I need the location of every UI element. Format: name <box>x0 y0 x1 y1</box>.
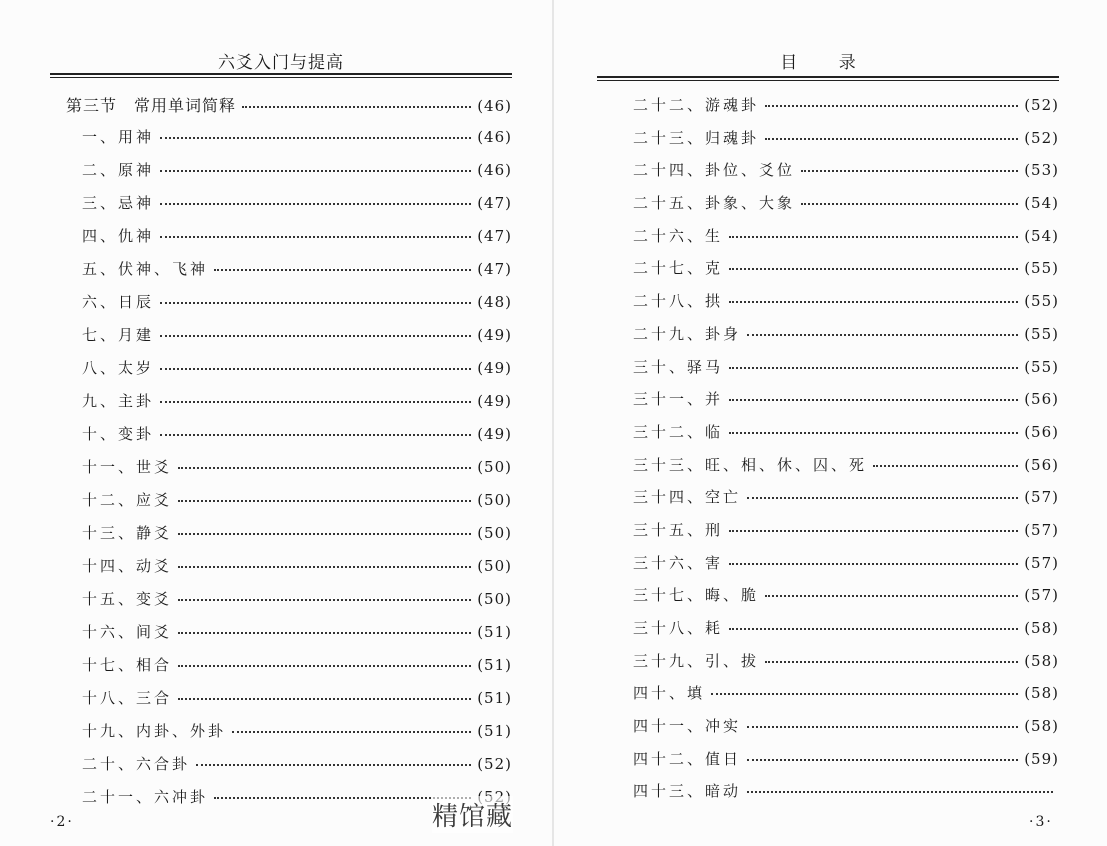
dot-leader <box>711 692 1018 695</box>
toc-entry <box>633 356 1059 389</box>
toc-entry <box>633 127 1059 160</box>
toc-entry-title: 二十二、游魂卦 <box>633 96 760 114</box>
toc-entry-page: (55) <box>1024 324 1059 343</box>
running-head: 目 录 <box>780 53 874 73</box>
toc-entry-page: (47) <box>477 227 512 245</box>
toc-entry-title: 五、伏神、飞神 <box>82 260 209 278</box>
toc-entry-page: (55) <box>1024 259 1059 278</box>
toc-entry-page: (57) <box>1024 586 1059 605</box>
dot-leader <box>178 532 471 535</box>
toc-entry-page: (54) <box>1024 194 1059 213</box>
dot-leader <box>747 758 1018 761</box>
dot-leader <box>160 202 471 205</box>
toc-entry-page: (46) <box>477 161 512 179</box>
toc-entry-page: (57) <box>1024 553 1059 572</box>
dot-leader <box>801 169 1018 172</box>
toc-entry-title: 二十七、克 <box>633 259 724 278</box>
toc-entry-page: (49) <box>477 392 512 410</box>
toc-entry-page: (46) <box>477 97 512 115</box>
toc-entry <box>66 621 512 654</box>
toc-entry-title: 二十六、生 <box>633 226 724 245</box>
dot-leader <box>801 202 1018 205</box>
toc-entry-page: (50) <box>477 590 512 608</box>
toc-entry-page: (59) <box>1024 749 1059 768</box>
toc-entry-title: 二十五、卦象、大象 <box>633 194 796 213</box>
dot-leader <box>160 136 471 139</box>
toc-entry-page: (50) <box>477 557 512 575</box>
toc-entry-title: 三十二、临 <box>633 422 724 441</box>
toc-entry-title: 四十一、冲实 <box>633 717 742 736</box>
toc-entry-title: 十五、变爻 <box>82 590 173 608</box>
toc-entry-title: 三十八、耗 <box>633 619 724 637</box>
dot-leader <box>729 562 1018 565</box>
running-head: 六爻入门与提高 <box>218 53 344 73</box>
toc-entry-title: 三十七、晦、脆 <box>633 586 760 605</box>
toc-entry-page: (56) <box>1024 422 1059 441</box>
toc-entry-title: 七、月建 <box>82 326 155 344</box>
toc-entry-page: (48) <box>477 293 512 311</box>
toc-entry <box>66 390 512 423</box>
toc-entry-title: 二十一、六冲卦 <box>82 788 209 806</box>
toc-entry <box>633 715 1059 748</box>
toc-entry <box>633 290 1059 323</box>
toc-entry-title: 二十九、卦身 <box>633 324 742 343</box>
toc-entry <box>633 617 1059 650</box>
dot-leader <box>178 664 471 667</box>
toc-entry-page: (50) <box>477 458 512 476</box>
dot-leader <box>214 268 471 271</box>
dot-leader <box>232 730 471 733</box>
toc-entry <box>633 486 1059 519</box>
toc-entry-title: 第三节 常用单词简释 <box>66 96 237 115</box>
toc-entry-page: (46) <box>477 128 512 146</box>
dot-leader <box>729 431 1018 434</box>
dot-leader <box>160 235 471 238</box>
toc-entry-title: 四、仇神 <box>82 227 155 245</box>
toc-entry-title: 三十九、引、拔 <box>633 651 760 670</box>
dot-leader <box>160 334 471 337</box>
header-rule-thin <box>50 77 512 78</box>
header-rule <box>597 76 1059 78</box>
dot-leader <box>196 763 471 766</box>
toc-entry-title: 十三、静爻 <box>82 524 173 542</box>
toc-entry-title: 六、日辰 <box>82 293 155 311</box>
toc-entry <box>633 519 1059 552</box>
toc-entry-title: 十九、内卦、外卦 <box>82 722 227 740</box>
toc-entry-title: 三十一、并 <box>633 390 724 409</box>
toc-entry-page: (58) <box>1024 619 1059 637</box>
left-page <box>0 0 553 846</box>
toc-entry <box>66 654 512 687</box>
toc-entry-title: 三十、驿马 <box>633 357 724 376</box>
dot-leader <box>160 301 471 304</box>
toc-entry-page: (49) <box>477 359 512 377</box>
toc-entry <box>66 192 512 225</box>
dot-leader <box>160 433 471 436</box>
toc-entry <box>66 522 512 555</box>
toc-entry-page: (49) <box>477 425 512 443</box>
dot-leader <box>747 496 1018 499</box>
dot-leader <box>729 235 1018 238</box>
toc-entry-title: 十六、间爻 <box>82 623 173 641</box>
dot-leader <box>729 267 1018 270</box>
page-number: ·2· <box>50 814 74 830</box>
toc-entry <box>66 687 512 720</box>
dot-leader <box>178 697 471 700</box>
toc-entry <box>633 584 1059 617</box>
toc-entry-title: 三十五、刑 <box>633 520 724 539</box>
toc-entry <box>66 588 512 621</box>
dot-leader <box>178 499 471 502</box>
toc-entry <box>66 720 512 753</box>
toc-entry-page: (50) <box>477 491 512 509</box>
dot-leader <box>729 627 1018 630</box>
dot-leader <box>765 594 1018 597</box>
toc-entry <box>66 489 512 522</box>
toc-entry-title: 四十二、值日 <box>633 749 742 768</box>
toc-entry-page: (51) <box>477 689 512 707</box>
dot-leader <box>729 529 1018 532</box>
toc-entry <box>633 748 1059 781</box>
toc-entry-page: (54) <box>1024 226 1059 245</box>
toc-entry <box>66 258 512 291</box>
toc-entry <box>633 682 1059 715</box>
toc-entry <box>66 753 512 786</box>
dot-leader <box>178 565 471 568</box>
toc-entry <box>633 552 1059 585</box>
toc-entry-title: 八、太岁 <box>82 359 155 377</box>
toc-entry-title: 三十六、害 <box>633 553 724 572</box>
dot-leader <box>729 366 1018 369</box>
header-rule <box>50 73 512 75</box>
toc-entry-page: (49) <box>477 326 512 344</box>
toc-entry <box>66 126 512 159</box>
watermark: 精馆藏 <box>432 796 513 833</box>
toc-entry-page: (50) <box>477 524 512 542</box>
toc-entry <box>66 324 512 357</box>
toc-entry-page: (53) <box>1024 161 1059 180</box>
dot-leader <box>729 300 1018 303</box>
toc-entry-title: 一、用神 <box>82 128 155 146</box>
toc-entry-title: 十二、应爻 <box>82 491 173 509</box>
toc-entry <box>66 93 512 126</box>
toc-entry-title: 二十八、拱 <box>633 292 724 311</box>
toc-entry-title: 四十三、暗动 <box>633 782 742 801</box>
dot-leader <box>242 105 471 108</box>
toc-entry-page: (56) <box>1024 390 1059 409</box>
toc-entry-page: (52) <box>477 755 512 773</box>
toc-entry <box>633 780 1059 813</box>
toc-list <box>633 94 1059 813</box>
toc-entry-title: 三、忌神 <box>82 194 155 212</box>
dot-leader <box>873 464 1018 467</box>
toc-entry <box>633 94 1059 127</box>
toc-entry-page: (58) <box>1024 717 1059 736</box>
toc-entry <box>633 192 1059 225</box>
dot-leader <box>160 169 471 172</box>
toc-entry-title: 二十四、卦位、爻位 <box>633 161 796 180</box>
dot-leader <box>160 367 471 370</box>
toc-entry <box>66 357 512 390</box>
toc-entry <box>633 388 1059 421</box>
dot-leader <box>178 631 471 634</box>
toc-entry-title: 二、原神 <box>82 161 155 179</box>
dot-leader <box>178 598 471 601</box>
toc-entry <box>66 423 512 456</box>
toc-entry-title: 三十三、旺、相、休、囚、死 <box>633 455 868 474</box>
right-page <box>553 0 1107 846</box>
toc-entry-page: (58) <box>1024 684 1059 703</box>
toc-entry <box>66 225 512 258</box>
toc-entry-title: 十七、相合 <box>82 656 173 674</box>
toc-entry <box>633 323 1059 356</box>
toc-entry <box>633 650 1059 683</box>
toc-entry-title: 四十、填 <box>633 684 706 703</box>
toc-entry <box>66 159 512 192</box>
toc-entry-title: 十四、动爻 <box>82 557 173 575</box>
toc-entry-page: (52) <box>1024 96 1059 114</box>
dot-leader <box>765 137 1018 140</box>
dot-leader <box>765 104 1018 107</box>
toc-entry-page: (51) <box>477 722 512 740</box>
header-rule-thin <box>597 80 1059 81</box>
toc-entry <box>633 159 1059 192</box>
dot-leader <box>747 725 1018 728</box>
toc-entry-title: 二十三、归魂卦 <box>633 128 760 147</box>
dot-leader <box>160 400 471 403</box>
toc-entry-page: (47) <box>477 260 512 278</box>
toc-entry-page: (55) <box>1024 357 1059 376</box>
dot-leader <box>765 660 1018 663</box>
page-number: ·3· <box>1029 814 1053 830</box>
toc-entry-title: 二十、六合卦 <box>82 755 191 773</box>
toc-list <box>66 93 512 819</box>
toc-entry-page: (51) <box>477 623 512 641</box>
toc-entry <box>633 421 1059 454</box>
toc-entry <box>633 225 1059 258</box>
toc-entry <box>633 257 1059 290</box>
toc-entry-title: 十八、三合 <box>82 689 173 707</box>
toc-entry <box>66 291 512 324</box>
toc-entry-page: (57) <box>1024 488 1059 507</box>
toc-entry-title: 三十四、空亡 <box>633 488 742 507</box>
toc-entry-page: (58) <box>1024 651 1059 670</box>
dot-leader <box>178 466 471 469</box>
toc-entry-page: (51) <box>477 656 512 674</box>
toc-entry-page: (57) <box>1024 520 1059 539</box>
toc-entry-title: 九、主卦 <box>82 392 155 410</box>
toc-entry-title: 十、变卦 <box>82 425 155 443</box>
toc-entry-page: (55) <box>1024 292 1059 311</box>
toc-entry <box>633 454 1059 487</box>
toc-entry-title: 十一、世爻 <box>82 458 173 476</box>
dot-leader <box>747 790 1053 793</box>
toc-entry-page: (52) <box>1024 128 1059 147</box>
toc-entry <box>66 456 512 489</box>
toc-entry-page: (47) <box>477 194 512 212</box>
toc-entry-page: (56) <box>1024 455 1059 474</box>
toc-entry <box>66 555 512 588</box>
dot-leader <box>747 333 1018 336</box>
dot-leader <box>729 398 1018 401</box>
